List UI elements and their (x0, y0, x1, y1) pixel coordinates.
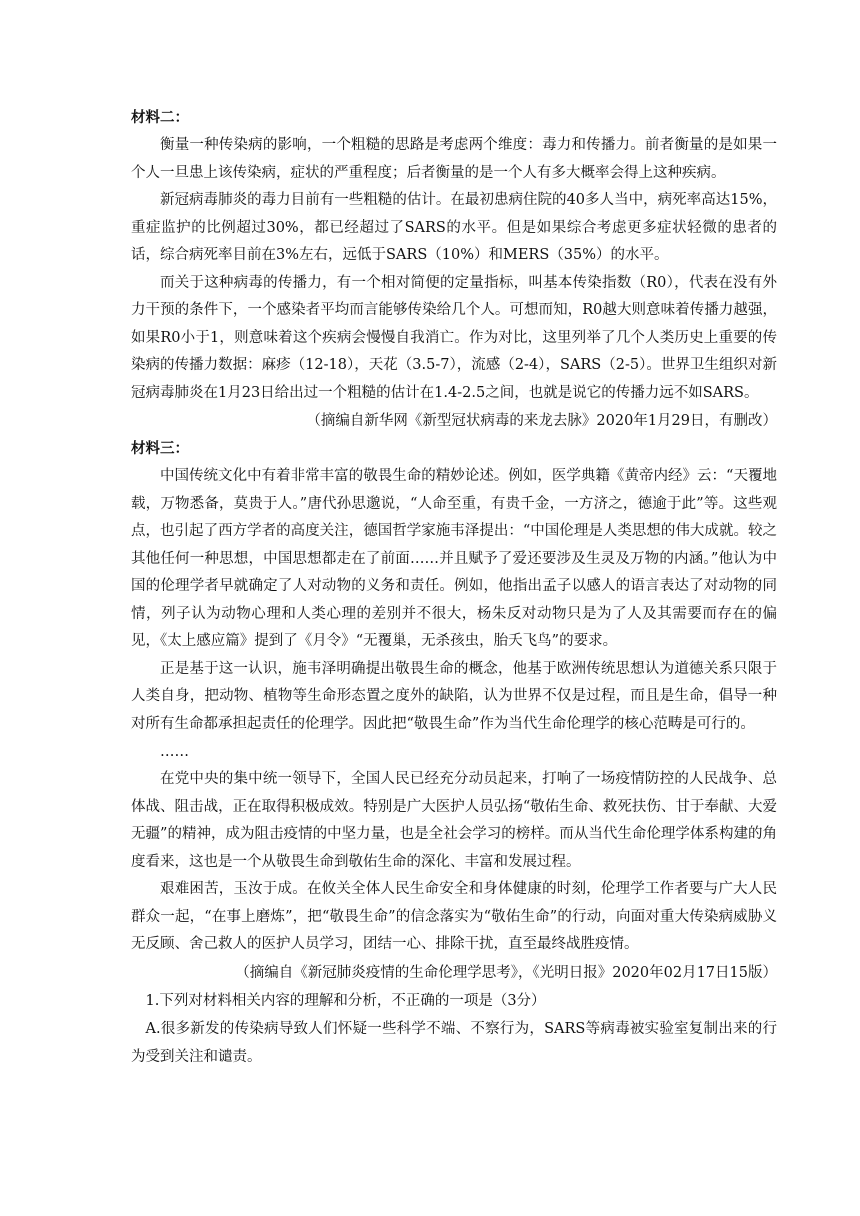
paragraph: 衡量一种传染病的影响，一个粗糙的思路是考虑两个维度：毒力和传播力。前者衡量的是如果一个人一旦患上该传染病，症状的严重程度；后者衡量的是一个人有多大概率会得上这种疾病。 (131, 137, 777, 181)
question-section (131, 987, 777, 1071)
paragraph: 新冠病毒肺炎的毒力目前有一些粗糙的估计。在最初患病住院的40多人当中，病死率高达15%，重症监护的比例超过30%，都已经超过了SARS的水平。但是如果综合考虑更多症状轻微的患者的话，综合病死率目前在3%左右，远低于SARS（10%）和MERS（35%）的水平。 (131, 192, 777, 263)
material-two-section (131, 104, 777, 435)
paragraph: 中国传统文化中有着非常丰富的敬畏生命的精妙论述。例如，医学典籍《黄帝内经》云：“天覆地载，万物悉备，莫贵于人。”唐代孙思邈说，“人命至重，有贵千金，一方济之，德逾于此”等。这些观点，也引起了西方学者的高度关注，德国哲学家施韦泽提出：“中国伦理是人类思想的伟大成就。较之其他任何一种思想，中国思想都走在了前面……并且赋予了爱还要涉及生灵及万物的内涵。”他认为中国的伦理学者早就确定了人对动物的义务和责任。例如，他指出孟子以感人的语言表达了对动物的同情，列子认为动物心理和人类心理的差别并不很大，杨朱反对动物只是为了人及其需要而存在的偏见，《太上感应篇》提到了《月令》“无覆巢，无杀孩虫，胎夭飞鸟”的要求。 (131, 468, 777, 649)
paragraph: 艰难困苦，玉汝于成。在攸关全体人民生命安全和身体健康的时刻，伦理学工作者要与广大人民群众一起，“在事上磨炼”，把“敬畏生命”的信念落实为“敬佑生命”的行动，向面对重大传染病威胁义无反顾、舍己救人的医护人员学习，团结一心、排除干扰，直至最终战胜疫情。 (131, 881, 777, 952)
material-two-heading: 材料二： (131, 110, 189, 126)
source-citation: （摘编自《新冠肺炎疫情的生命伦理学思考》，《光明日报》2020年02月17日15版） (235, 964, 777, 981)
paragraph: 而关于这种病毒的传播力，有一个相对简便的定量指标，叫基本传染指数（R0），代表在没有外力干预的条件下，一个感染者平均而言能够传染给几个人。可想而知，R0越大则意味着传播力越强，如果R0小于1，则意味着这个疾病会慢慢自我消亡。作为对比，这里列举了几个人类历史上重要的传染病的传播力数据：麻疹（12-18），天花（3.5-7），流感（2-4），SARS（2-5）。世界卫生组织对新冠病毒肺炎在1月23日给出过一个粗糙的估计在1.4-2.5之间，也就是说它的传播力远不如SARS。 (131, 274, 777, 401)
paragraph: 正是基于这一认识，施韦泽明确提出敬畏生命的概念，他基于欧洲传统思想认为道德关系只限于人类自身，把动物、植物等生命形态置之度外的缺陷，认为世界不仅是过程，而且是生命，倡导一种对所有生命都承担起责任的伦理学。因此把“敬畏生命”作为当代生命伦理学的核心范畴是可行的。 (131, 660, 777, 732)
answer-option-a: A.很多新发的传染病导致人们怀疑一些科学不端、不察行为，SARS等病毒被实验室复制出来的行为受到关注和谴责。 (131, 1020, 777, 1065)
material-three-section (131, 435, 777, 987)
omission-ellipsis: …… (160, 744, 189, 760)
question-prompt: 1.下列对材料相关内容的理解和分析，不正确的一项是（3分） (145, 992, 546, 1009)
paragraph: 在党中央的集中统一领导下，全国人民已经充分动员起来，打响了一场疫情防控的人民战争、总体战、阻击战，正在取得积极成效。特别是广大医护人员弘扬“敬佑生命、救死扶伤、甘于奉献、大爱无疆”的精神，成为阻击疫情的中坚力量，也是全社会学习的榜样。而从当代生命伦理学体系构建的角度看来，这也是一个从敬畏生命到敬佑生命的深化、丰富和发展过程。 (131, 771, 777, 870)
document-body (131, 104, 777, 1071)
source-citation: （摘编自新华网《新型冠状病毒的来龙去脉》2020年1月29日，有删改） (306, 413, 777, 429)
material-three-heading: 材料三： (131, 441, 189, 457)
